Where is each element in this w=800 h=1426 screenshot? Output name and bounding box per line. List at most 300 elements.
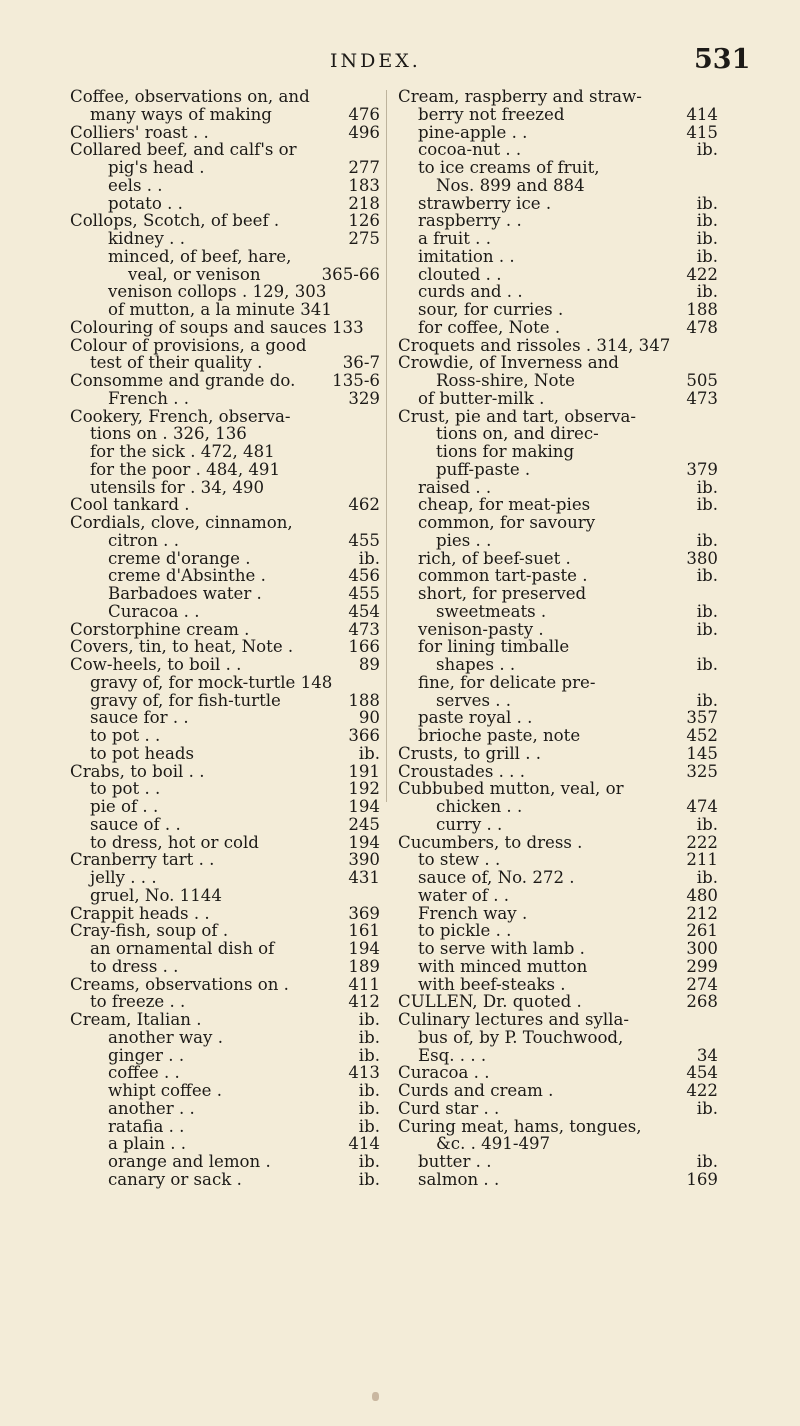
entry-text: Nos. 899 and 884: [436, 175, 585, 195]
index-entry: [70, 1135, 380, 1153]
entry-page-ref: 218: [348, 193, 380, 213]
index-entry: [70, 177, 380, 195]
entry-text: of butter-milk .: [418, 388, 545, 408]
index-entry: [398, 567, 718, 585]
index-entry: [70, 851, 380, 869]
entry-page-ref: 245: [348, 814, 380, 834]
entry-text: Cubbubed mutton, veal, or: [398, 779, 624, 799]
entry-text: kidney . .: [108, 229, 185, 248]
index-entry: [398, 851, 718, 869]
index-entry: [398, 177, 718, 195]
entry-text: a plain . .: [108, 1134, 187, 1154]
entry-text: to dress, hot or cold: [90, 832, 259, 852]
index-entry: [398, 1047, 718, 1065]
index-entry: [398, 301, 718, 319]
entry-page-ref: ib.: [358, 1081, 380, 1100]
index-entry: [70, 354, 380, 372]
index-entry: [398, 638, 718, 656]
entry-page-ref: 456: [348, 566, 380, 586]
entry-page-ref: 300: [686, 939, 718, 958]
entry-text: salmon . .: [418, 1169, 500, 1189]
index-entry: [70, 496, 380, 514]
index-entry: [398, 780, 718, 798]
entry-page-ref: 325: [686, 761, 718, 781]
entry-text: clouted . .: [418, 264, 502, 284]
entry-text: to pot . .: [90, 726, 161, 745]
entry-page-ref: ib.: [696, 495, 718, 515]
entry-text: common tart-paste .: [418, 566, 588, 586]
entry-page-ref: 379: [686, 459, 718, 479]
entry-page-ref: 414: [348, 1134, 380, 1154]
index-entry: [398, 798, 718, 816]
index-entry: [70, 1171, 380, 1189]
entry-page-ref: 188: [686, 300, 718, 319]
entry-text: Corstorphine cream .: [70, 619, 250, 639]
index-entry: [398, 674, 718, 692]
index-entry: [70, 159, 380, 177]
entry-page-ref: 126: [348, 211, 380, 231]
entry-text: Cookery, French, observa-: [70, 406, 291, 426]
entry-page-ref: 89: [358, 655, 380, 674]
entry-text: Colouring of soups and sauces 133: [70, 317, 364, 337]
entry-page-ref: ib.: [696, 211, 718, 231]
entry-text: sauce for . .: [90, 708, 189, 728]
entry-text: many ways of making: [90, 104, 272, 124]
entry-page-ref: ib.: [696, 530, 718, 550]
entry-text: minced, of beef, hare,: [108, 246, 292, 266]
entry-text: sauce of . .: [90, 814, 181, 834]
entry-text: sour, for curries .: [418, 300, 564, 319]
entry-text: cocoa-nut . .: [418, 140, 522, 160]
entry-page-ref: 194: [348, 797, 380, 816]
entry-page-ref: 455: [348, 584, 380, 603]
entry-text: veal, or venison: [128, 264, 261, 284]
index-entry: [398, 603, 718, 621]
entry-page-ref: 414: [686, 104, 718, 124]
index-entry: [70, 390, 380, 408]
entry-text: Curds and cream .: [398, 1081, 554, 1100]
entry-text: pies . .: [436, 530, 492, 550]
entry-page-ref: 183: [348, 175, 380, 195]
index-entry: [70, 1047, 380, 1065]
index-entry: [70, 230, 380, 248]
entry-text: berry not freezed: [418, 104, 565, 124]
page-number: 531: [694, 44, 751, 75]
index-entry: [398, 106, 718, 124]
entry-text: puff-paste .: [436, 459, 531, 479]
entry-page-ref: 452: [686, 726, 718, 745]
index-entry: [398, 532, 718, 550]
entry-text: Colour of provisions, a good: [70, 335, 307, 355]
entry-page-ref: 192: [348, 779, 380, 799]
entry-text: an ornamental dish of: [90, 939, 275, 958]
entry-text: Curacoa . .: [398, 1063, 490, 1083]
entry-text: with beef-steaks .: [418, 974, 566, 994]
index-entry: [398, 869, 718, 887]
index-entry: [398, 372, 718, 390]
index-entry: [70, 887, 380, 905]
entry-text: gravy of, for mock-turtle 148: [90, 672, 333, 692]
index-entry: [70, 372, 380, 390]
entry-text: pine-apple . .: [418, 122, 528, 142]
entry-text: coffee . .: [108, 1063, 180, 1083]
index-entry: [70, 1029, 380, 1047]
entry-page-ref: 505: [686, 371, 718, 390]
index-entry: [70, 1118, 380, 1136]
entry-page-ref: 277: [348, 158, 380, 177]
index-entry: [398, 283, 718, 301]
index-entry: [398, 922, 718, 940]
entry-page-ref: 274: [686, 974, 718, 994]
entry-page-ref: ib.: [696, 601, 718, 621]
index-entry: [70, 905, 380, 923]
entry-page-ref: ib.: [696, 1098, 718, 1118]
entry-text: curry . .: [436, 814, 503, 834]
index-entry: [398, 319, 718, 337]
entry-text: a fruit . .: [418, 229, 492, 248]
entry-page-ref: ib.: [358, 1010, 380, 1029]
entry-page-ref: 261: [686, 921, 718, 941]
entry-page-ref: 455: [348, 530, 380, 550]
index-entry: [398, 958, 718, 976]
index-entry: [398, 692, 718, 710]
entry-text: of mutton, a la minute 341: [108, 300, 332, 319]
entry-text: common, for savoury: [418, 513, 596, 532]
index-entry: [398, 390, 718, 408]
index-entry: [70, 816, 380, 834]
entry-text: to dress . .: [90, 956, 179, 976]
entry-page-ref: 366: [348, 726, 380, 745]
index-entry: [70, 266, 380, 284]
entry-page-ref: ib.: [696, 246, 718, 266]
index-entry: [70, 1011, 380, 1029]
index-entry: [398, 993, 718, 1011]
entry-page-ref: 36-7: [342, 353, 380, 373]
entry-text: orange and lemon .: [108, 1152, 271, 1171]
index-column-left: [70, 88, 380, 1189]
entry-text: Crowdie, of Inverness and: [398, 353, 619, 373]
entry-text: Cordials, clove, cinnamon,: [70, 513, 293, 532]
entry-page-ref: ib.: [696, 566, 718, 586]
entry-page-ref: 473: [348, 619, 380, 639]
index-entry: [398, 230, 718, 248]
entry-text: French . .: [108, 388, 190, 408]
entry-page-ref: 415: [686, 122, 718, 142]
entry-page-ref: 462: [348, 495, 380, 515]
index-entry: [70, 283, 380, 301]
entry-text: tions on . 326, 136: [90, 424, 247, 444]
entry-text: paste royal . .: [418, 708, 533, 728]
entry-page-ref: ib.: [696, 1152, 718, 1171]
entry-page-ref: 222: [686, 832, 718, 852]
entry-text: canary or sack .: [108, 1169, 242, 1189]
entry-text: imitation . .: [418, 246, 515, 266]
index-entry: [398, 709, 718, 727]
index-entry: [398, 443, 718, 461]
index-entry: [70, 692, 380, 710]
entry-page-ref: ib.: [696, 282, 718, 302]
index-entry: [398, 976, 718, 994]
entry-text: Collared beef, and calf's or: [70, 140, 297, 160]
entry-page-ref: ib.: [358, 1098, 380, 1118]
entry-page-ref: 34: [696, 1045, 718, 1065]
index-entry: [398, 745, 718, 763]
index-entry: [70, 88, 380, 106]
entry-text: utensils for . 34, 490: [90, 477, 265, 497]
entry-page-ref: ib.: [358, 1152, 380, 1171]
entry-text: Crabs, to boil . .: [70, 761, 205, 781]
index-entry: [70, 709, 380, 727]
index-entry: [70, 337, 380, 355]
entry-page-ref: 476: [348, 104, 380, 124]
index-entry: [398, 940, 718, 958]
index-entry: [70, 993, 380, 1011]
index-entry: [70, 958, 380, 976]
entry-text: chicken . .: [436, 797, 523, 816]
entry-text: Colliers' roast . .: [70, 122, 209, 142]
entry-page-ref: 194: [348, 832, 380, 852]
entry-page-ref: 473: [686, 388, 718, 408]
entry-text: fine, for delicate pre-: [418, 672, 596, 692]
index-entry: [70, 248, 380, 266]
entry-text: for lining timballe: [418, 637, 570, 657]
ink-stain: [372, 1392, 379, 1401]
entry-page-ref: ib.: [696, 229, 718, 248]
index-entry: [70, 141, 380, 159]
entry-text: Coffee, observations on, and: [70, 87, 310, 106]
entry-page-ref: ib.: [696, 140, 718, 160]
column-divider: [386, 90, 387, 802]
entry-page-ref: ib.: [358, 1027, 380, 1047]
index-entry: [70, 798, 380, 816]
entry-page-ref: 275: [348, 229, 380, 248]
entry-page-ref: 412: [348, 992, 380, 1012]
index-entry: [70, 124, 380, 142]
entry-text: to pickle . .: [418, 921, 512, 941]
entry-page-ref: 413: [348, 1063, 380, 1083]
entry-text: raspberry . .: [418, 211, 522, 231]
index-entry: [70, 301, 380, 319]
entry-text: rich, of beef-suet .: [418, 548, 571, 568]
entry-text: sauce of, No. 272 .: [418, 868, 575, 887]
index-entry: [398, 585, 718, 603]
entry-text: venison collops . 129, 303: [108, 282, 327, 302]
entry-page-ref: ib.: [358, 548, 380, 568]
index-entry: [398, 514, 718, 532]
entry-page-ref: 478: [686, 317, 718, 337]
entry-page-ref: 188: [348, 690, 380, 710]
entry-text: Consomme and grande do.: [70, 371, 296, 390]
entry-page-ref: 268: [686, 992, 718, 1012]
index-entry: [70, 603, 380, 621]
entry-text: Curd star . .: [398, 1098, 500, 1118]
entry-page-ref: 454: [348, 601, 380, 621]
entry-text: test of their quality .: [90, 353, 263, 373]
entry-text: eels . .: [108, 175, 163, 195]
entry-text: Culinary lectures and sylla-: [398, 1010, 629, 1029]
entry-text: Cranberry tart . .: [70, 850, 215, 870]
entry-text: Cream, raspberry and straw-: [398, 87, 642, 106]
index-entry: [398, 1118, 718, 1136]
index-entry: [70, 425, 380, 443]
entry-page-ref: 161: [348, 921, 380, 941]
entry-text: for the sick . 472, 481: [90, 442, 275, 461]
entry-text: to serve with lamb .: [418, 939, 585, 958]
index-entry: [70, 780, 380, 798]
entry-page-ref: 357: [686, 708, 718, 728]
index-entry: [398, 354, 718, 372]
index-entry: [398, 1100, 718, 1118]
entry-text: ginger . .: [108, 1045, 185, 1065]
index-entry: [70, 869, 380, 887]
index-entry: [398, 159, 718, 177]
entry-text: citron . .: [108, 530, 179, 550]
index-entry: [398, 496, 718, 514]
entry-page-ref: 299: [686, 956, 718, 976]
entry-page-ref: 166: [348, 637, 380, 657]
entry-text: &c. . 491-497: [436, 1134, 551, 1154]
index-entry: [398, 124, 718, 142]
index-entry: [398, 266, 718, 284]
entry-text: Barbadoes water .: [108, 584, 262, 603]
page-header: [0, 44, 800, 84]
entry-page-ref: 380: [686, 548, 718, 568]
entry-page-ref: 194: [348, 939, 380, 958]
entry-text: cheap, for meat-pies: [418, 495, 591, 515]
entry-text: CULLEN, Dr. quoted .: [398, 992, 582, 1012]
index-entry: [70, 443, 380, 461]
index-entry: [70, 922, 380, 940]
entry-page-ref: ib.: [358, 743, 380, 763]
entry-page-ref: 135-6: [332, 371, 380, 390]
index-entry: [70, 195, 380, 213]
index-entry: [70, 976, 380, 994]
index-entry: [398, 1064, 718, 1082]
index-entry: [398, 727, 718, 745]
entry-text: serves . .: [436, 690, 512, 710]
index-entry: [70, 585, 380, 603]
index-entry: [398, 195, 718, 213]
entry-text: curds and . .: [418, 282, 523, 302]
entry-page-ref: 422: [686, 1081, 718, 1100]
entry-page-ref: ib.: [696, 477, 718, 497]
index-entry: [70, 408, 380, 426]
index-entry: [70, 106, 380, 124]
index-entry: [70, 550, 380, 568]
entry-text: water of . .: [418, 885, 510, 905]
index-entry: [398, 1011, 718, 1029]
entry-text: to freeze . .: [90, 992, 186, 1012]
entry-text: with minced mutton: [418, 956, 588, 976]
index-entry: [70, 567, 380, 585]
index-entry: [398, 88, 718, 106]
entry-text: Crappit heads . .: [70, 903, 210, 923]
entry-text: gravy of, for fish-turtle: [90, 690, 281, 710]
entry-text: creme d'Absinthe .: [108, 566, 266, 586]
entry-text: to pot heads: [90, 743, 195, 763]
index-entry: [70, 621, 380, 639]
index-entry: [398, 550, 718, 568]
entry-text: strawberry ice .: [418, 193, 552, 213]
entry-text: creme d'orange .: [108, 548, 251, 568]
entry-page-ref: 169: [686, 1169, 718, 1189]
entry-text: for the poor . 484, 491: [90, 459, 281, 479]
entry-page-ref: 191: [348, 761, 380, 781]
index-entry: [398, 461, 718, 479]
index-entry: [70, 479, 380, 497]
entry-page-ref: 480: [686, 885, 718, 905]
entry-text: sweetmeats .: [436, 601, 547, 621]
entry-text: bus of, by P. Touchwood,: [418, 1027, 624, 1047]
entry-text: pie of . .: [90, 797, 159, 816]
entry-text: to stew . .: [418, 850, 501, 870]
entry-text: Cool tankard .: [70, 495, 190, 515]
index-entry: [70, 763, 380, 781]
entry-page-ref: 390: [348, 850, 380, 870]
entry-text: Creams, observations on .: [70, 974, 289, 994]
index-entry: [70, 656, 380, 674]
entry-page-ref: ib.: [358, 1116, 380, 1136]
entry-text: short, for preserved: [418, 584, 587, 603]
entry-text: Ross-shire, Note: [436, 371, 575, 390]
entry-page-ref: 211: [686, 850, 718, 870]
entry-page-ref: 329: [348, 388, 380, 408]
index-entry: [70, 212, 380, 230]
entry-page-ref: ib.: [358, 1045, 380, 1065]
entry-page-ref: ib.: [696, 868, 718, 887]
index-entry: [70, 1064, 380, 1082]
entry-page-ref: ib.: [358, 1169, 380, 1189]
entry-page-ref: 212: [686, 903, 718, 923]
entry-page-ref: 496: [348, 122, 380, 142]
index-entry: [70, 1082, 380, 1100]
index-entry: [70, 727, 380, 745]
index-entry: [398, 141, 718, 159]
index-entry: [398, 1171, 718, 1189]
entry-page-ref: 411: [348, 974, 380, 994]
entry-text: Collops, Scotch, of beef .: [70, 211, 280, 231]
index-entry: [398, 248, 718, 266]
index-entry: [398, 337, 718, 355]
index-entry: [70, 638, 380, 656]
index-entry: [70, 1153, 380, 1171]
entry-text: shapes . .: [436, 655, 516, 674]
entry-text: Croquets and rissoles . 314, 347: [398, 335, 671, 355]
entry-text: whipt coffee .: [108, 1081, 223, 1100]
entry-text: another way .: [108, 1027, 223, 1047]
index-entry: [398, 1082, 718, 1100]
entry-text: brioche paste, note: [418, 726, 581, 745]
index-entry: [398, 621, 718, 639]
entry-text: to pot . .: [90, 779, 161, 799]
entry-text: Crusts, to grill . .: [398, 743, 542, 763]
entry-text: gruel, No. 1144: [90, 885, 222, 905]
entry-text: Cream, Italian .: [70, 1010, 202, 1029]
entry-text: Covers, tin, to heat, Note .: [70, 637, 294, 657]
index-entry: [398, 1153, 718, 1171]
index-entry: [70, 745, 380, 763]
entry-text: raised . .: [418, 477, 492, 497]
entry-text: Curacoa . .: [108, 601, 200, 621]
index-entry: [70, 940, 380, 958]
entry-page-ref: 422: [686, 264, 718, 284]
entry-page-ref: ib.: [696, 619, 718, 639]
entry-text: another . .: [108, 1098, 195, 1118]
index-entry: [70, 461, 380, 479]
index-column-right: [398, 88, 718, 1189]
index-entry: [398, 408, 718, 426]
entry-page-ref: 365-66: [321, 264, 380, 284]
